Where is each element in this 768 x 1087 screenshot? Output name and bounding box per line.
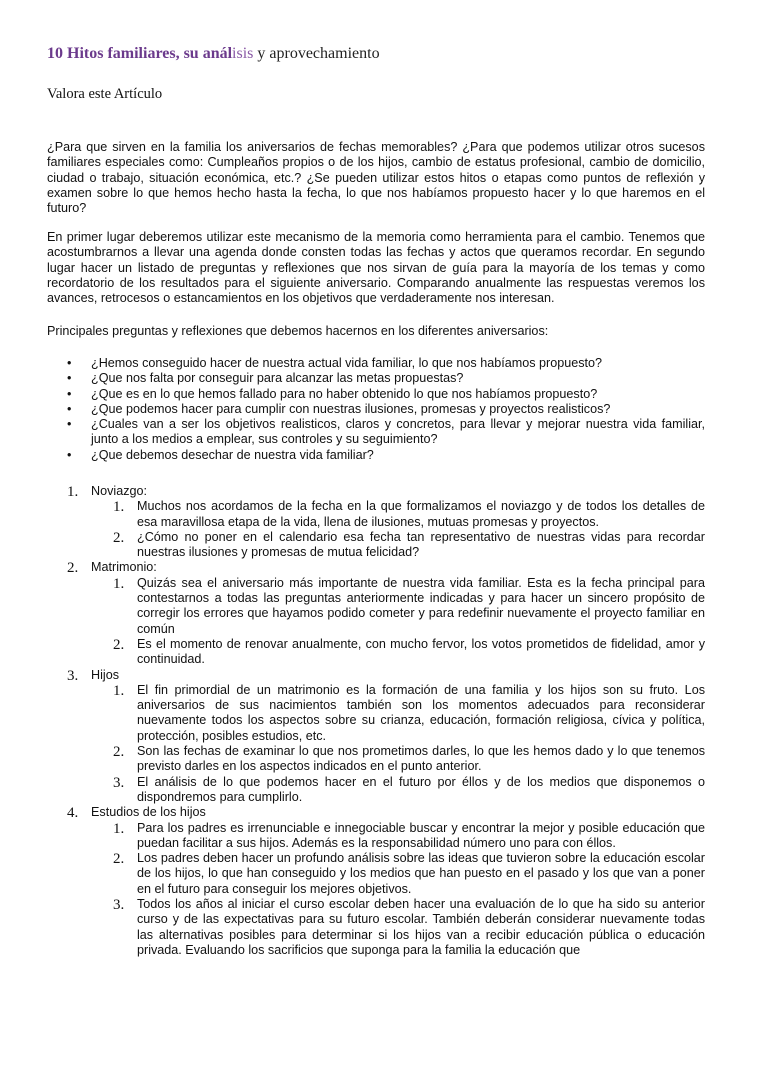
item-number: 3. <box>113 774 125 791</box>
section-number: 3. <box>67 667 79 684</box>
question-text: ¿Cuales van a ser los objetivos realisticos, claros y concretos, para llevar y mejorar nuestra vida familiar, junto a los medios a emplear, sus controles y su seguimiento? <box>91 417 705 447</box>
bullet-icon: • <box>67 356 72 370</box>
item-text: Son las fechas de examinar lo que nos prometimos darles, lo que les hemos dado y lo que tenemos previsto darles en los aspectos indicados en el punto anterior. <box>137 744 705 774</box>
list-item <box>91 775 705 806</box>
title-part-bold: 10 Hitos familiares, su anál <box>47 45 233 62</box>
item-number: 1. <box>113 575 125 592</box>
bullet-icon: • <box>67 417 72 432</box>
list-item <box>67 387 705 402</box>
list-item <box>91 683 705 744</box>
question-text: ¿Hemos conseguido hacer de nuestra actual vida familiar, lo que nos habíamos propuesto? <box>91 356 603 370</box>
list-item <box>67 356 705 371</box>
item-number: 2. <box>113 851 125 868</box>
section-items <box>91 576 705 668</box>
list-item <box>91 499 705 530</box>
item-text: Muchos nos acordamos de la fecha en la que formalizamos el noviazgo y de todos los detalles de esa maravillosa etapa de la vida, llena de ilusiones, mutuas promesas y proyectos. <box>137 499 705 529</box>
list-item <box>91 821 705 852</box>
section-hijos <box>67 668 705 806</box>
question-text: ¿Que nos falta por conseguir para alcanzar las metas propuestas? <box>91 371 464 386</box>
item-text: El análisis de lo que podemos hacer en el futuro por éllos y de los medios que disponemos o dispondremos para cumplirlo. <box>137 774 705 804</box>
list-item <box>91 637 705 668</box>
section-estudios <box>67 805 705 958</box>
section-title: Matrimonio: <box>91 560 157 575</box>
section-items <box>91 821 705 959</box>
item-text: ¿Cómo no poner en el calendario esa fecha tan representativo de nuestras vidas para recordar nuestras ilusiones y promesas de mutua felicidad? <box>137 529 705 560</box>
title-part-rest: y aprovechamiento <box>253 45 380 62</box>
item-number: 1. <box>113 820 125 837</box>
item-number: 1. <box>113 499 125 516</box>
section-title: Noviazgo: <box>91 484 148 498</box>
item-number: 2. <box>113 636 125 653</box>
list-item <box>91 576 705 637</box>
section-number: 2. <box>67 560 79 577</box>
section-title: Hijos <box>91 667 119 682</box>
item-number: 1. <box>113 682 125 699</box>
milestones-list <box>67 484 705 958</box>
item-text: El fin primordial de un matrimonio es la formación de una familia y los hijos son su fruto. Los aniversarios de sus nacimientos también son los momentos adecuados para reconsiderar nuevamente todos los aspectos sobre su crianza, educación, formación religiosa, cívica y política, protección, posibles estudios, etc. <box>137 682 705 743</box>
item-number: 2. <box>113 529 125 546</box>
item-text: Para los padres es irrenunciable e innegociable buscar y encontrar la mejor y posible educación que puedan facilitar a sus hijos. Además es la responsabilidad número uno para con éllos. <box>137 820 705 850</box>
section-items <box>91 683 705 805</box>
article-title <box>47 46 380 61</box>
section-title: Estudios de los hijos <box>91 805 206 820</box>
list-item <box>67 402 705 417</box>
item-number: 3. <box>113 897 125 914</box>
bullet-icon: • <box>67 371 72 386</box>
item-text: Quizás sea el aniversario más importante de nuestra vida familiar. Esta es la fecha principal para contestarnos a todas las preguntas anteriormente indicadas y para hacer un sincero propósito de corregir los errores que hayamos podido cometer y para redefinir nuevamente el proyecto familiar en común <box>137 575 705 636</box>
list-item <box>91 744 705 775</box>
bullet-icon: • <box>67 386 72 401</box>
item-number: 2. <box>113 744 125 761</box>
bullet-icon: • <box>67 447 72 462</box>
bullet-icon: • <box>67 401 72 416</box>
list-item <box>91 897 705 958</box>
section-number: 4. <box>67 805 79 822</box>
list-item <box>91 851 705 897</box>
rate-article-label: Valora este Artículo <box>47 86 163 102</box>
list-item <box>91 530 705 561</box>
item-text: Todos los años al iniciar el curso escolar deben hacer una evaluación de lo que ha sido su anterior curso y de las expectativas para su futuro escolar. También deberán considerar nuevamente todas las alternativas posibles para determinar si los hijos van a recibir educación pública o educación privada. Evaluando los sacrificios que suponga para la familia la educación que <box>137 897 705 957</box>
section-matrimonio <box>67 560 705 667</box>
questions-intro: Principales preguntas y reflexiones que debemos hacernos en los diferentes aniversarios: <box>47 324 549 338</box>
intro-paragraph: ¿Para que sirven en la familia los aniversarios de fechas memorables? ¿Para que podemos utilizar otros sucesos familiares especiales como: Cumpleaños propios o de los hijos, cambio de estatus profesional, cambio de domicilio, ciudad o trabajo, situación económica, etc.? ¿Se pueden utilizar estos hitos o etapas como puntos de reflexión y examen sobre lo que hemos hecho hasta la fecha, lo que nos habíamos propuesto hacer y lo que haremos en el futuro? <box>47 140 705 216</box>
question-text: ¿Que es en lo que hemos fallado para no haber obtenido lo que nos habíamos propuesto? <box>91 386 598 401</box>
section-items <box>91 499 705 560</box>
section-number: 1. <box>67 484 79 500</box>
section-noviazgo <box>67 484 705 560</box>
method-paragraph: En primer lugar deberemos utilizar este mecanismo de la memoria como herramienta para el cambio. Tenemos que acostumbrarnos a llevar una agenda donde consten todas las fechas y actos que queramos recordar. En segundo lugar hacer un listado de preguntas y reflexiones que nos sirvan de guía para la mayoría de los temas y como recordatorio de los resultados para el siguiente aniversario. Comparando anualmente las respuestas veremos los avances, retrocesos o estancamientos en los objetivos que verdaderamente nos interesan. <box>47 230 705 306</box>
title-part-light: isis <box>232 45 254 62</box>
list-item <box>67 371 705 386</box>
list-item <box>67 417 705 448</box>
list-item <box>67 448 705 463</box>
questions-list <box>67 356 705 463</box>
item-text: Los padres deben hacer un profundo análisis sobre las ideas que tuvieron sobre la educación escolar de los hijos, lo que han conseguido y los medios que han puesto en el pasado y los que van a poner en el futuro para conseguir los mejores objetivos. <box>137 851 705 896</box>
item-text: Es el momento de renovar anualmente, con mucho fervor, los votos prometidos de fidelidad, amor y continuidad. <box>137 636 705 667</box>
question-text: ¿Que podemos hacer para cumplir con nuestras ilusiones, promesas y proyectos realisticos? <box>91 401 611 416</box>
question-text: ¿Que debemos desechar de nuestra vida familiar? <box>91 447 374 462</box>
